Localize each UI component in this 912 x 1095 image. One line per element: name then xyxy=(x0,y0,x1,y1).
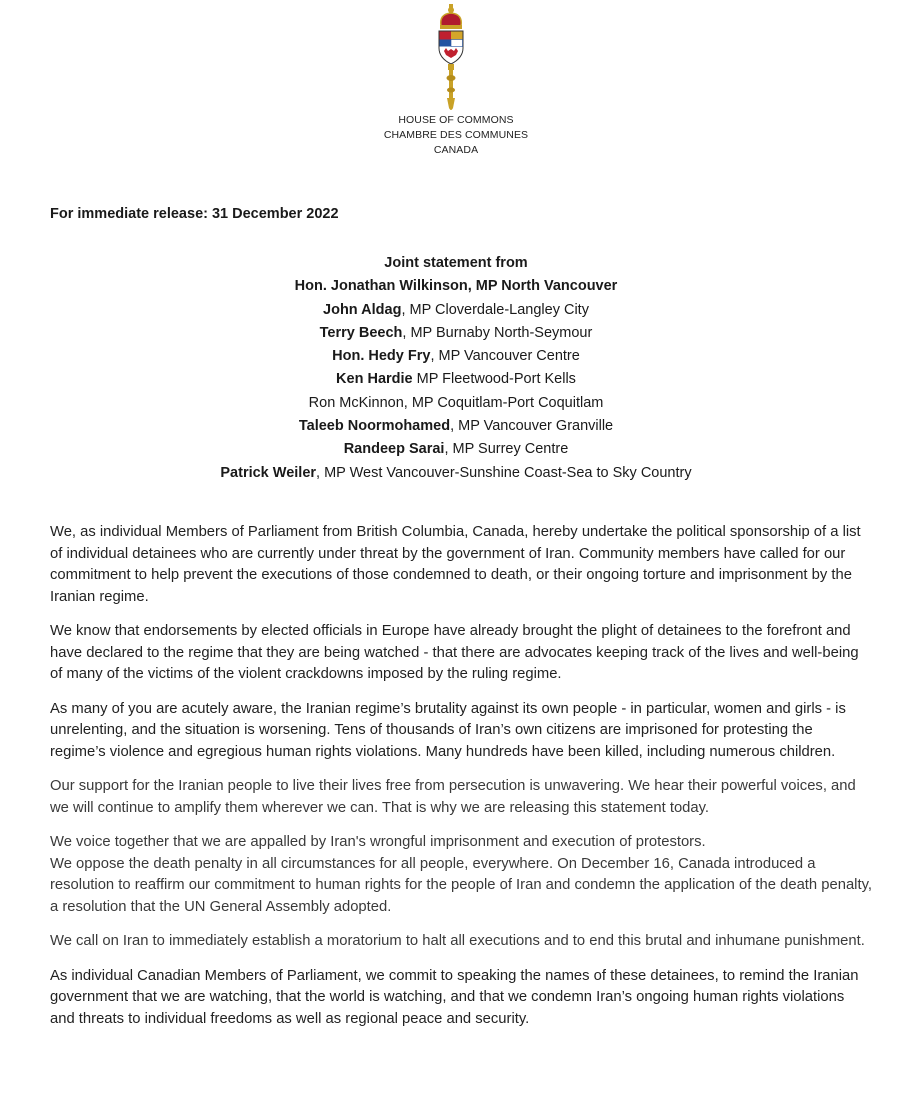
paragraph: We know that endorsements by elected officials in Europe have already brought the plight of detainees to the forefront and have declared to the regime that they are being watched - that there are advocates keeping track of the lives and well-being of many of the victims of the violent crackdowns imposed by the ruling regime. xyxy=(50,623,859,682)
paragraph: We oppose the death penalty in all circumstances for all people, everywhere. On December 16, Canada introduced a resolution to reaffirm our commitment to human rights for the people of Iran and condemn the application of the death penalty, a resolution that the UN General Assembly adopted. xyxy=(50,855,872,915)
paragraph: We, as individual Members of Parliament from British Columbia, Canada, hereby undertake the political sponsorship of a list of individual detainees who are currently under threat by the government of Iran. Community members have called for our commitment to help prevent the executions of those condemned to death, or their ongoing torture and imprisonment by the Iranian regime. xyxy=(50,524,861,605)
member-line xyxy=(0,299,912,322)
paragraph: As individual Canadian Members of Parliament, we commit to speaking the names of these detainees, to remind the Iranian government that we are watching, that the world is watching, and that we condemn Iran’s ongoing human rights violations and threats to individual freedoms as well as regional peace and security. xyxy=(50,967,859,1027)
member-line xyxy=(0,275,912,298)
paragraph: As many of you are acutely aware, the Iranian regime’s brutality against its own people - in particular, women and girls - is unrelenting, and the situation is worsening. Tens of thousands of Iran’s own citizens are imprisoned for protesting the regime’s violence and egregious human rights violations. Many hundreds have been killed, including numerous children. xyxy=(50,700,846,760)
member-name: Hon. Hedy Fry xyxy=(332,348,431,365)
member-line xyxy=(0,345,912,368)
member-line xyxy=(0,438,912,461)
paragraph: Our support for the Iranian people to live their lives free from persecution is unwavering. We hear their powerful voices, and we will continue to amplify them wherever we can. That is why we are releasing this statement today. xyxy=(50,778,856,816)
member-line xyxy=(0,368,912,391)
member-riding: , MP Burnaby North-Seymour xyxy=(402,324,593,341)
release-date: For immediate release: 31 December 2022 xyxy=(50,206,339,222)
member-riding: , MP Vancouver Granville xyxy=(450,418,614,435)
joint-statement-signatories xyxy=(0,252,912,485)
member-riding: MP Fleetwood-Port Kells xyxy=(412,371,576,388)
member-line xyxy=(0,322,912,345)
paragraph: We call on Iran to immediately establish a moratorium to halt all executions and to end this brutal and inhumane punishment. xyxy=(50,933,865,949)
member-riding: Ron McKinnon, MP Coquitlam-Port Coquitlam xyxy=(308,394,604,411)
statement-body xyxy=(50,522,872,1043)
member-name: Randeep Sarai xyxy=(343,441,445,458)
house-of-commons-mace-crest-icon xyxy=(431,4,471,112)
member-line xyxy=(0,392,912,415)
member-riding: , MP Surrey Centre xyxy=(444,441,569,458)
member-riding: , MP Vancouver Centre xyxy=(430,348,580,365)
member-riding: , MP West Vancouver-Sunshine Coast-Sea to Sky Country xyxy=(316,464,692,481)
member-name: Patrick Weiler xyxy=(220,464,317,481)
joint-statement-title: Joint statement from xyxy=(384,255,528,271)
member-riding: , MP Cloverdale-Langley City xyxy=(401,301,589,318)
member-name: Taleeb Noormohamed xyxy=(298,418,451,435)
letterhead-line-3: CANADA xyxy=(433,144,479,156)
paragraph: We voice together that we are appalled by Iran's wrongful imprisonment and execution of protestors. xyxy=(50,834,706,850)
member-name: John Aldag xyxy=(323,301,402,318)
member-name: Ken Hardie xyxy=(336,371,413,388)
letterhead xyxy=(0,113,912,158)
member-name: Hon. Jonathan Wilkinson, MP North Vancouver xyxy=(294,278,618,295)
letterhead-line-2: CHAMBRE DES COMMUNES xyxy=(383,129,529,141)
member-name: Terry Beech xyxy=(319,324,403,341)
letterhead-line-1: HOUSE OF COMMONS xyxy=(398,114,514,126)
member-line xyxy=(0,462,912,485)
member-line xyxy=(0,415,912,438)
